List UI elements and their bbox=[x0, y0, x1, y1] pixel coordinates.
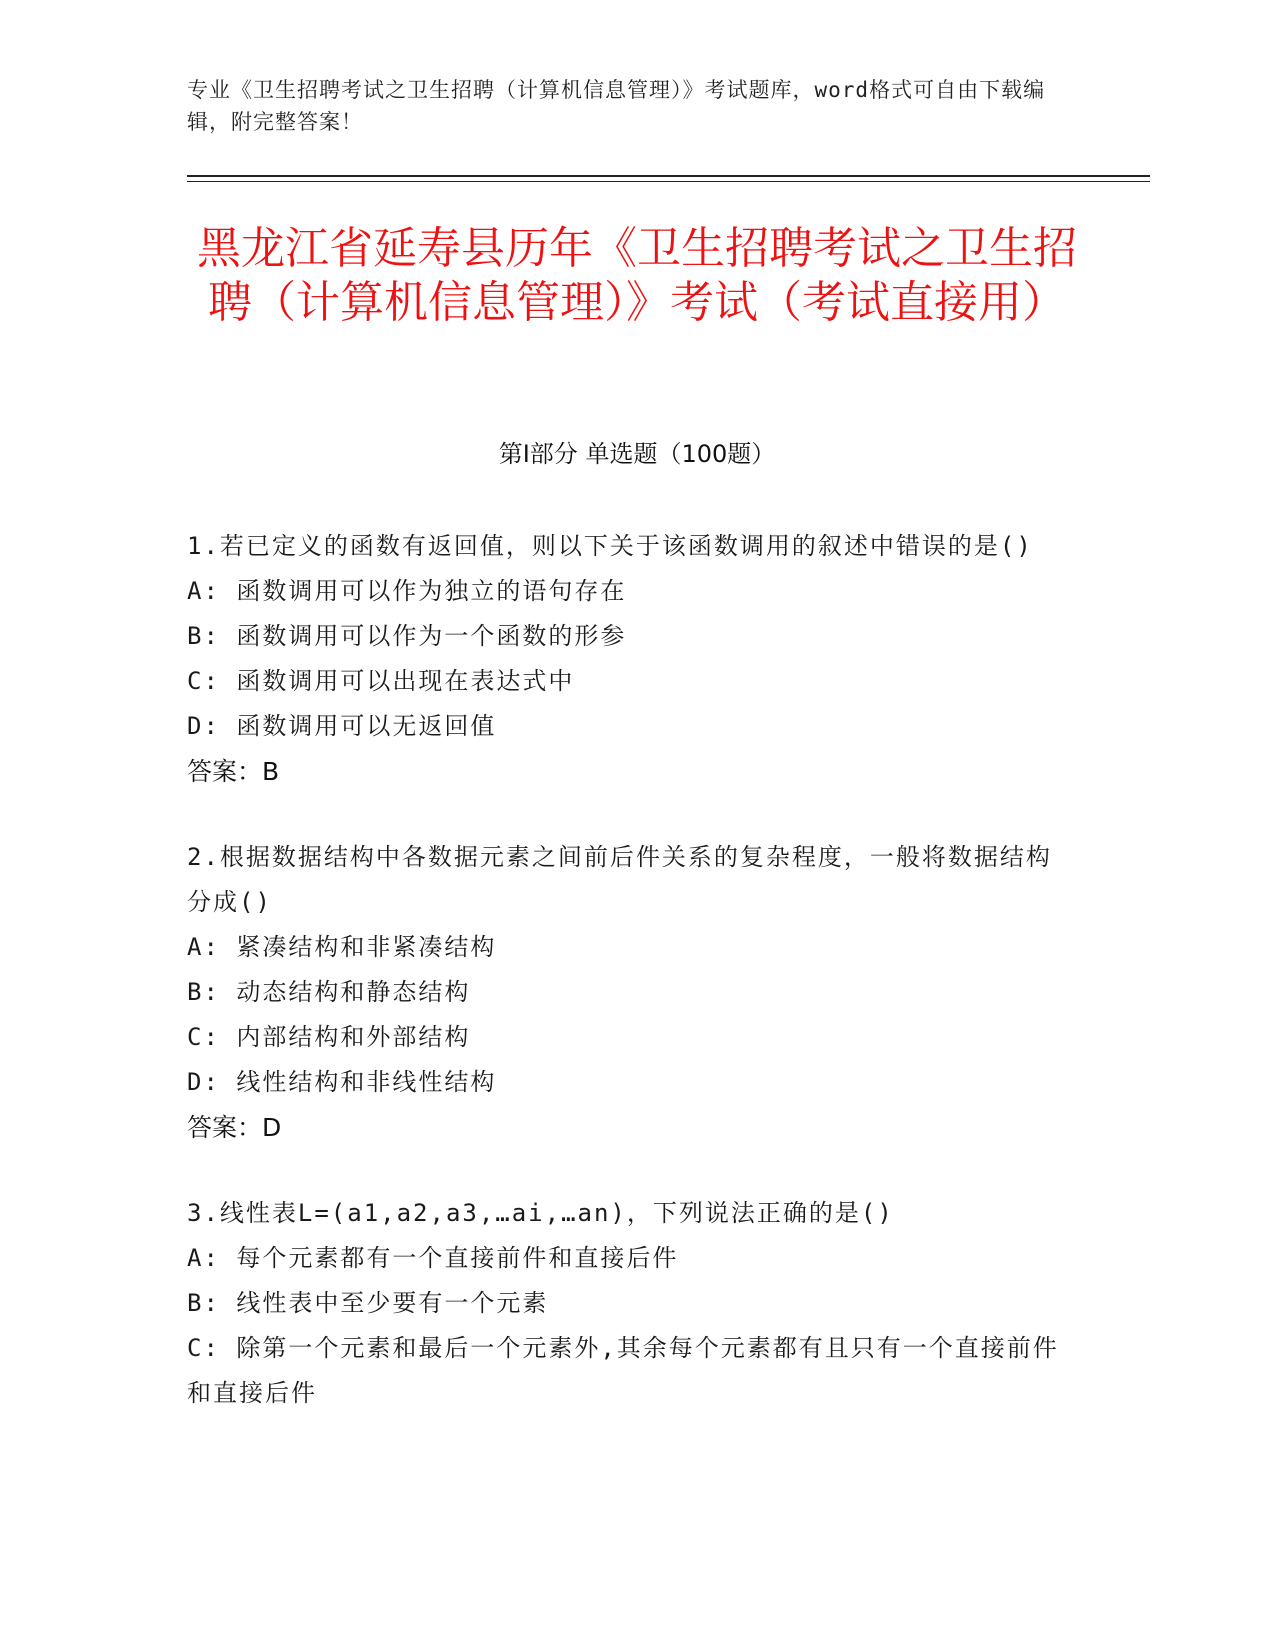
question-list bbox=[187, 524, 1067, 1457]
question-stem: 2.根据数据结构中各数据元素之间前后件关系的复杂程度，一般将数据结构分成() bbox=[187, 843, 1052, 916]
answer-line: 答案：D bbox=[187, 1113, 282, 1142]
question-stem: 3.线性表L=(a1,a2,a3,…ai,…an)，下列说法正确的是() bbox=[187, 1199, 894, 1227]
option-c: C: 除第一个元素和最后一个元素外,其余每个元素都有且只有一个直接前件和直接后件 bbox=[187, 1334, 1059, 1407]
option-a: A: 函数调用可以作为独立的语句存在 bbox=[187, 577, 627, 605]
document-title: 黑龙江省延寿县历年《卫生招聘考试之卫生招聘（计算机信息管理）》考试（考试直接用） bbox=[197, 223, 1077, 328]
question-2 bbox=[187, 835, 1067, 1150]
option-c: C: 函数调用可以出现在表达式中 bbox=[187, 667, 575, 695]
section-title: 第Ⅰ部分 单选题（100题） bbox=[498, 440, 776, 468]
option-b: B: 动态结构和静态结构 bbox=[187, 978, 471, 1006]
header-note: 专业《卫生招聘考试之卫生招聘（计算机信息管理）》考试题库，word格式可自由下载编辑，附完整答案！ bbox=[187, 78, 1046, 134]
header-divider-thick bbox=[187, 175, 1150, 177]
option-d: D: 函数调用可以无返回值 bbox=[187, 712, 497, 740]
option-b: B: 线性表中至少要有一个元素 bbox=[187, 1289, 549, 1317]
option-c: C: 内部结构和外部结构 bbox=[187, 1023, 471, 1051]
header-divider-thin bbox=[187, 181, 1150, 182]
option-b: B: 函数调用可以作为一个函数的形参 bbox=[187, 622, 627, 650]
answer-line: 答案：B bbox=[187, 757, 280, 786]
question-stem: 1.若已定义的函数有返回值，则以下关于该函数调用的叙述中错误的是() bbox=[187, 532, 1033, 560]
option-d: D: 线性结构和非线性结构 bbox=[187, 1068, 497, 1096]
question-1 bbox=[187, 524, 1067, 794]
option-a: A: 每个元素都有一个直接前件和直接后件 bbox=[187, 1244, 679, 1272]
question-3 bbox=[187, 1191, 1067, 1416]
option-a: A: 紧凑结构和非紧凑结构 bbox=[187, 933, 497, 961]
